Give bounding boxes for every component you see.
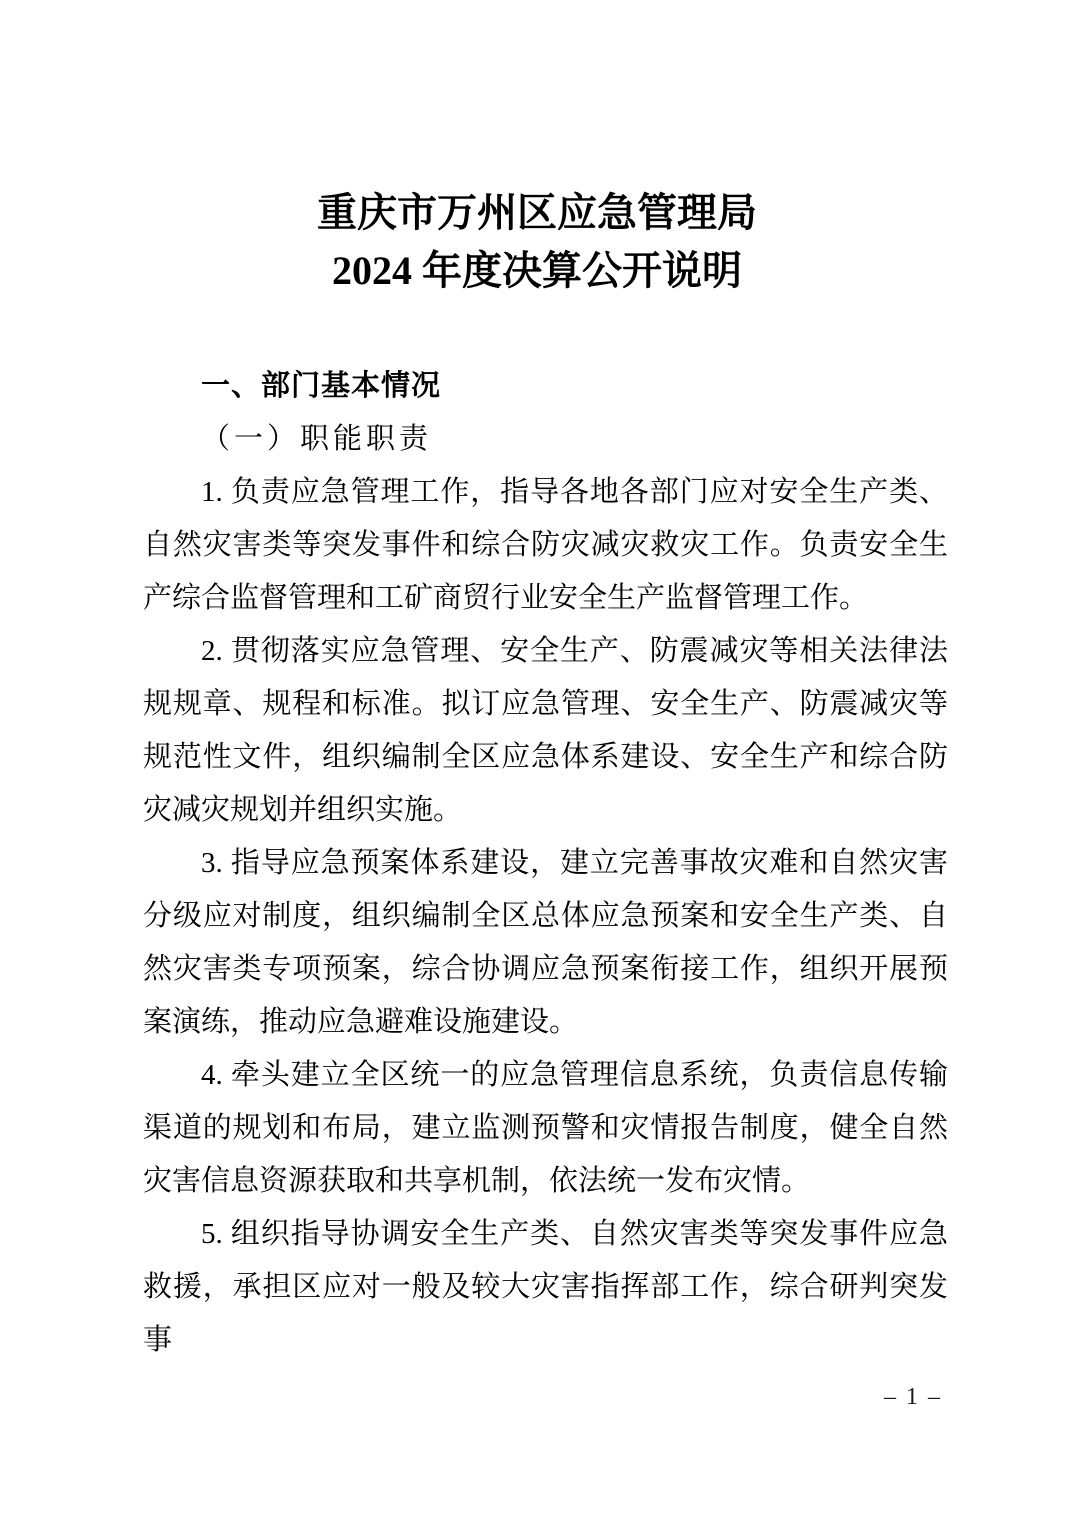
document-body: [143, 360, 948, 1367]
section-heading: 一、部门基本情况: [201, 370, 442, 402]
paragraph-4: 4. 牵头建立全区统一的应急管理信息系统，负责信息传输渠道的规划和布局，建立监测预警和灾情报告制度，健全自然灾害信息资源获取和共享机制，依法统一发布灾情。: [143, 1059, 948, 1197]
paragraph-1: 1. 负责应急管理工作，指导各地各部门应对安全生产类、自然灾害类等突发事件和综合防灾减灾救灾工作。负责安全生产综合监督管理和工矿商贸行业安全生产监督管理工作。: [143, 476, 948, 614]
paragraph-3: 3. 指导应急预案体系建设，建立完善事故灾难和自然灾害分级应对制度，组织编制全区总体应急预案和安全生产类、自然灾害类专项预案，综合协调应急预案衔接工作，组织开展预案演练，推动应急避难设施建设。: [143, 847, 948, 1038]
paragraph-2: 2. 贯彻落实应急管理、安全生产、防震减灾等相关法律法规规章、规程和标准。拟订应急管理、安全生产、防震减灾等规范性文件，组织编制全区应急体系建设、安全生产和综合防灾减灾规划并组织实施。: [143, 635, 948, 826]
paragraph-5: 5. 组织指导协调安全生产类、自然灾害类等突发事件应急救援，承担区应对一般及较大灾害指挥部工作，综合研判突发事: [143, 1218, 948, 1356]
document-title-line-2: 2024 年度决算公开说明: [332, 248, 742, 293]
document-title: [0, 0, 1074, 300]
document-title-line-1: 重庆市万州区应急管理局: [317, 190, 757, 235]
page-number: – 1 –: [884, 1384, 942, 1410]
subsection-heading: （一）职能职责: [201, 423, 433, 455]
